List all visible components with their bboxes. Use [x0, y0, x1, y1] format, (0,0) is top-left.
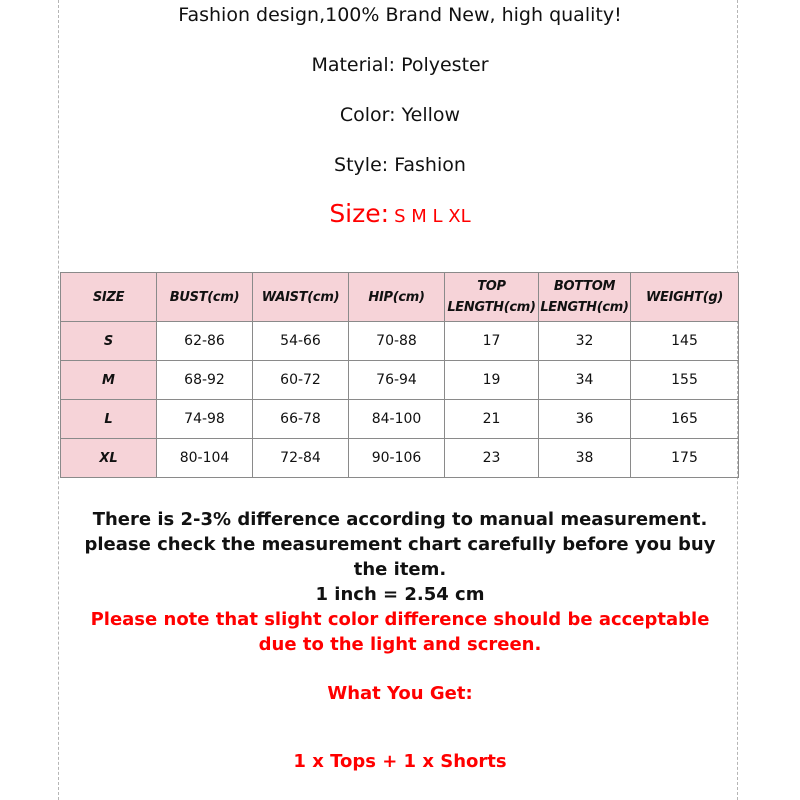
- style-line: Style: Fashion: [334, 154, 466, 176]
- cell-weight: 145: [631, 322, 739, 361]
- header-top-length-line2: LENGTH(cm): [447, 300, 536, 315]
- table-header-row: [61, 273, 739, 322]
- headline: Fashion design,100% Brand New, high quality!: [178, 4, 622, 26]
- note-inch-conversion: 1 inch = 2.54 cm: [315, 584, 485, 605]
- header-bottom-length-line1: BOTTOM: [553, 279, 616, 294]
- size-values: S M L XL: [394, 206, 471, 227]
- header-top-length: [445, 273, 539, 322]
- table-row: [61, 400, 739, 439]
- cell-weight: 175: [631, 439, 739, 478]
- cell-bust: 68-92: [157, 361, 253, 400]
- cell-hip: 76-94: [349, 361, 445, 400]
- header-bottom-length: [539, 273, 631, 322]
- header-weight: WEIGHT(g): [631, 273, 739, 322]
- cell-size: M: [61, 361, 157, 400]
- note-color-difference: Please note that slight color difference should be acceptable due to the light and screen.: [90, 609, 710, 655]
- size-chart-table: [60, 272, 739, 478]
- what-you-get-heading: What You Get:: [327, 683, 473, 704]
- cell-waist: 60-72: [253, 361, 349, 400]
- note-difference: There is 2-3% difference according to manual measurement.: [92, 509, 708, 530]
- cell-bust: 74-98: [157, 400, 253, 439]
- cell-top-length: 23: [445, 439, 539, 478]
- cell-bottom-length: 38: [539, 439, 631, 478]
- header-top-length-line1: TOP: [477, 279, 506, 294]
- cell-bottom-length: 32: [539, 322, 631, 361]
- cell-bottom-length: 36: [539, 400, 631, 439]
- cell-bust: 62-86: [157, 322, 253, 361]
- table-row: [61, 322, 739, 361]
- cell-hip: 84-100: [349, 400, 445, 439]
- cell-size: S: [61, 322, 157, 361]
- cell-size: XL: [61, 439, 157, 478]
- cell-hip: 70-88: [349, 322, 445, 361]
- header-hip: HIP(cm): [349, 273, 445, 322]
- cell-bottom-length: 34: [539, 361, 631, 400]
- table-row: [61, 439, 739, 478]
- cell-waist: 54-66: [253, 322, 349, 361]
- table-row: [61, 361, 739, 400]
- cell-size: L: [61, 400, 157, 439]
- note-check-chart: please check the measurement chart carefully before you buy the item.: [84, 534, 716, 580]
- color-line: Color: Yellow: [339, 104, 461, 126]
- cell-waist: 72-84: [253, 439, 349, 478]
- header-bottom-length-line2: LENGTH(cm): [540, 300, 629, 315]
- cell-weight: 155: [631, 361, 739, 400]
- header-size: SIZE: [61, 273, 157, 322]
- cell-waist: 66-78: [253, 400, 349, 439]
- cell-hip: 90-106: [349, 439, 445, 478]
- measurement-notes: [0, 507, 800, 657]
- size-label: Size:: [329, 199, 390, 228]
- size-line: [0, 199, 800, 228]
- header-bust: BUST(cm): [157, 273, 253, 322]
- cell-weight: 165: [631, 400, 739, 439]
- cell-top-length: 21: [445, 400, 539, 439]
- cell-bust: 80-104: [157, 439, 253, 478]
- header-waist: WAIST(cm): [253, 273, 349, 322]
- package-contents: 1 x Tops + 1 x Shorts: [293, 751, 507, 772]
- cell-top-length: 17: [445, 322, 539, 361]
- material-line: Material: Polyester: [311, 54, 489, 76]
- cell-top-length: 19: [445, 361, 539, 400]
